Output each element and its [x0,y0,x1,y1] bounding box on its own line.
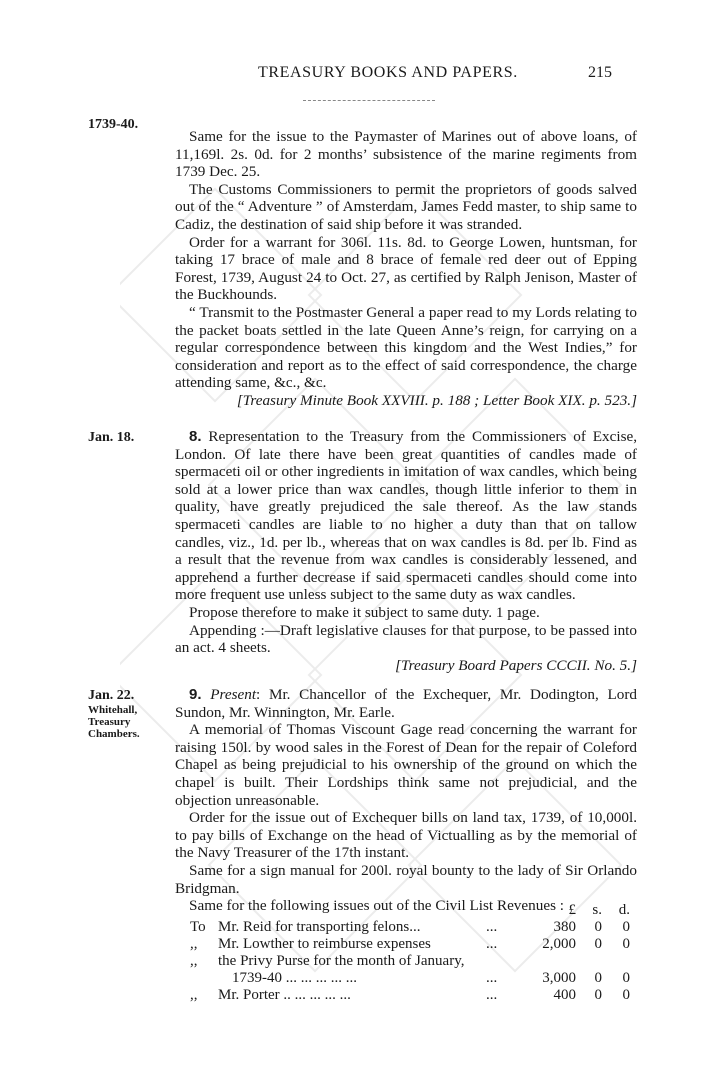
ledger-table [190,902,630,1004]
ledger-prefix: To [190,919,206,935]
entry-paragraph: Same for the issue to the Paymaster of Marines out of above loans, of 11,169l. 2s. 0d. for 2 months’ subsistence of the marine regiments from 1739 Dec. 25. [175,128,637,181]
entry-block [175,686,637,915]
ledger-row [190,953,630,970]
ledger-row [190,936,630,953]
entry-paragraph: Order for a warrant for 306l. 11s. 8d. to George Lowen, huntsman, for taking 17 brace of male and 8 brace of female red deer out of Epping Forest, 1739, August 24 to Oct. 27, as certified by Ralph Jenison, Master of the Buckhounds. [175,233,637,304]
entry-block [175,428,637,674]
ledger-pounds: 380 [553,919,576,935]
place-line: Treasury [88,716,131,728]
ledger-row [190,919,630,936]
ledger-shillings: 0 [594,919,602,935]
ledger-pounds: 2,000 [542,936,576,952]
entry-paragraph: Same for a sign manual for 200l. royal bounty to the lady of Sir Orlando Bridgman. [175,861,637,897]
ledger-shillings: 0 [594,970,602,986]
entry-paragraph: A memorial of Thomas Viscount Gage read concerning the warrant for raising 150l. by wood sales in the Forest of Dean for the repair of Coleford Chapel as being prejudicial to his ownership of the ground on which the chapel is built. Their Lordships think same not prejudicial, and the objection unreasonable. [175,721,637,809]
running-title: TREASURY BOOKS AND PAPERS. [258,64,518,81]
ledger-prefix: ,, [190,987,198,1003]
entry-paragraph: Appending :—Draft legislative clauses for that purpose, to be passed into an act. 4 sheets. [175,621,637,657]
ledger-description: 1739-40 ... ... ... ... ... [232,970,357,986]
entry-number: 8. [189,428,202,445]
entry-paragraph [175,686,637,721]
entry-paragraph: The Customs Commissioners to permit the proprietors of goods salved out of the “ Adventure ” of Amsterdam, James Fedd master, to ship same to Cadiz, the destination of said ship before it was stranded. [175,180,637,233]
present-text: : Mr. Chancellor of the Exchequer, Mr. Dodington, Lord Sundon, Mr. Winnington, Mr. Earle. [175,686,637,721]
entry-place [88,704,140,740]
entry-text: Representation to the Treasury from the Commissioners of Excise, London. Of late there have been great quantities of candles made of spermaceti oil or other ingredients in imitation of wax candles, which being sold at a lower price than wax candles, though little inferior to them in quality, have greatly prejudiced the sale thereof. As the law stands spermaceti candles are liable to no higher a duty than that on tallow candles, viz., 1d. per lb., whereas that on wax candles is 8d. per lb. Find as a result that the revenue from wax candles is considerably lessened, and apprehend a further decrease if said spermaceti candles should come into more frequent use unless subject to the same duty as wax candles. [175,428,638,604]
ledger-pence: 0 [622,936,630,952]
place-line: Whitehall, [88,704,138,716]
place-line: Chambers. [88,728,140,740]
entry-date: Jan. 18. [88,430,135,445]
ledger-dots: ... [486,987,498,1003]
entry-block [175,128,637,410]
entry-date: 1739-40. [88,117,139,132]
ledger-dots: ... [486,919,498,935]
entry-reference: [Treasury Board Papers CCCII. No. 5.] [395,656,637,674]
entry-paragraph: Propose therefore to make it subject to same duty. 1 page. [189,603,540,621]
entry-paragraph: “ Transmit to the Postmaster General a paper read to my Lords relating to the packet boats settled in the late Queen Anne’s reign, for carrying on a regular correspondence between this kingdom and the West Indies,” for consideration and report as to the effect of said correspondence, the charge attending same, &c., &c. [175,303,637,392]
ledger-dots: ... [486,936,498,952]
entry-paragraph [175,428,637,604]
ledger-description: Mr. Porter .. ... ... ... ... [218,987,351,1003]
ledger-description: Mr. Lowther to reimburse expenses [218,936,431,952]
ledger-description: Mr. Reid for transporting felons... [218,919,421,935]
entry-number: 9. [189,686,202,703]
ledger-pence: 0 [622,987,630,1003]
ledger-row [190,970,630,987]
pence-header: d. [618,902,630,918]
shillings-header: s. [592,902,602,918]
present-label: Present [210,686,257,703]
ledger-header-row [190,902,630,919]
ledger-description: the Privy Purse for the month of January, [218,953,465,969]
ledger-pounds: 400 [553,987,576,1003]
page-header [0,64,721,104]
ledger-prefix [190,970,216,987]
ledger-pence: 0 [622,970,630,986]
entry-paragraph: Same for the following issues out of the Civil List Revenues : [189,897,565,915]
ledger-dots: ... [486,970,498,986]
page-number: 215 [588,64,612,81]
pounds-header: £ [568,902,576,918]
header-rule [303,100,435,101]
ledger-shillings: 0 [594,987,602,1003]
ledger-prefix: ,, [190,936,198,952]
entry-date: Jan. 22. [88,688,135,703]
ledger-pence: 0 [622,919,630,935]
ledger-row [190,987,630,1004]
entry-reference: [Treasury Minute Book XXVIII. p. 188 ; Letter Book XIX. p. 523.] [236,391,637,409]
ledger-pounds: 3,000 [542,970,576,986]
ledger-prefix: ,, [190,953,198,969]
ledger-shillings: 0 [594,936,602,952]
entry-paragraph: Order for the issue out of Exchequer bills on land tax, 1739, of 10,000l. to pay bills of Exchange on the head of Victualling as by the memorial of the Navy Treasurer of the 17th instant. [175,809,637,862]
